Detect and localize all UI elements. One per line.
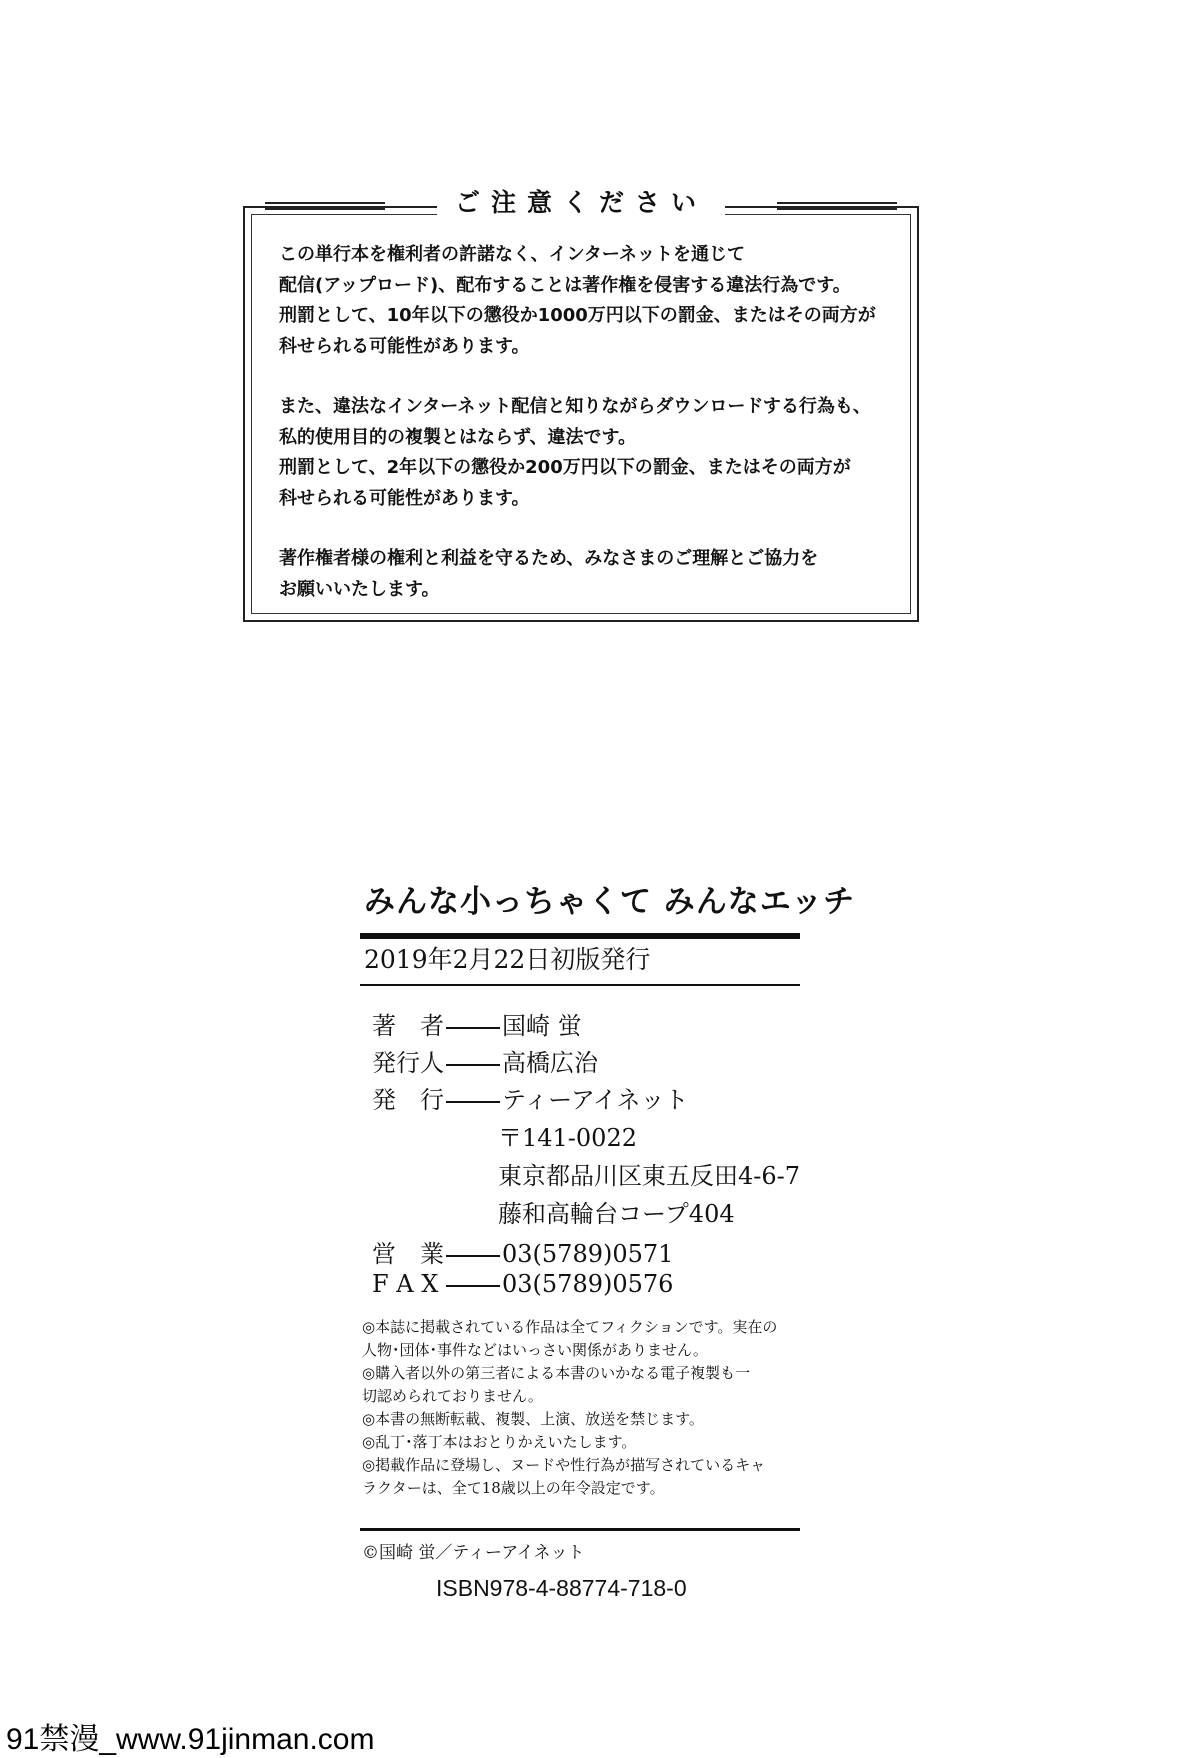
copyright-rule [360,1528,800,1531]
copyright-notice-box [243,188,919,622]
leader-dash [446,1255,500,1257]
notice-paragraph [279,240,899,362]
note-line: ◎掲載作品に登場し、ヌードや性行為が描写されているキャ [362,1456,766,1474]
title-left-rule [265,202,385,210]
credit-publisher [372,1080,688,1114]
notice-paragraph [279,544,899,605]
credit-fax [372,1270,673,1304]
notice-line: 著作権者様の権利と利益を守るため、みなさまのご理解とご協力を [279,548,819,569]
notice-line: 刑罰として、10年以下の懲役か1000万円以下の罰金、またはその両方が [279,305,876,326]
title-right-rule [777,202,897,210]
credit-sales [372,1234,673,1268]
notice-body [279,240,899,635]
notice-paragraph [279,392,899,514]
postal-code: 〒141-0022 [498,1124,637,1152]
copyright: ©国崎 蛍／ティーアイネット [362,1543,585,1563]
credit-label: 発 行 [372,1086,444,1114]
notice-line: 科せられる可能性があります。 [279,335,530,357]
note-line: ◎購入者以外の第三者による本書のいかなる電子複製も一 [362,1364,751,1382]
title-rule [360,933,800,939]
notice-title-bar [245,183,917,219]
notice-line: また、違法なインターネット配信と知りながらダウンロードする行為も、 [279,396,871,417]
credit-value: 03(5789)0571 [502,1240,674,1268]
note-line: ラクターは、全て18歳以上の年令設定です。 [362,1479,665,1497]
credit-value: 高橋広治 [502,1049,598,1077]
note-line: 人物･団体･事件などはいっさい関係がありません。 [362,1341,708,1359]
date-rule [360,984,800,986]
credit-label: 営 業 [372,1240,444,1268]
note-line: 切認められておりません。 [362,1387,543,1405]
notice-title: ご注意ください [437,183,725,219]
watermark: 91禁漫_www.91jinman.com [6,1723,375,1756]
credit-publisher-person [372,1043,598,1077]
credit-label: 著 者 [372,1012,444,1040]
credit-value: 国崎 蛍 [502,1012,582,1040]
notice-line: 刑罰として、2年以下の懲役か200万円以下の罰金、またはその両方が [279,457,851,478]
credit-value: ティーアイネット [502,1086,689,1114]
notice-line: 配信(アップロード)、配布することは著作権を侵害する違法行為です。 [279,274,851,296]
credit-label: F A X [372,1270,439,1298]
leader-dash [446,1064,500,1066]
notice-line: 科せられる可能性があります。 [279,487,530,509]
legal-notes [362,1316,802,1500]
credit-value: 03(5789)0576 [502,1270,674,1298]
note-line: ◎本誌に掲載されている作品は全てフィクションです。実在の [362,1318,778,1336]
notice-line: お願いいたします。 [279,578,440,600]
address-line-1: 東京都品川区東五反田4-6-7 [498,1162,801,1190]
address-line-2: 藤和高輪台コープ404 [498,1200,735,1228]
credit-label: 発行人 [372,1049,444,1077]
isbn: ISBN978-4-88774-718-0 [436,1575,687,1601]
credit-author [372,1006,582,1040]
notice-line: この単行本を権利者の許諾なく、インターネットを通じて [279,244,746,265]
leader-dash [446,1285,500,1287]
leader-dash [446,1027,500,1029]
leader-dash [446,1101,500,1103]
note-line: ◎乱丁･落丁本はおとりかえいたします。 [362,1433,637,1451]
publish-date: 2019年2月22日初版発行 [364,945,651,974]
note-line: ◎本書の無断転載、複製、上演、放送を禁じます。 [362,1410,704,1428]
notice-line: 私的使用目的の複製とはならず、違法です。 [279,426,637,448]
book-title: みんな小っちゃくて みんなエッチ [364,884,856,920]
